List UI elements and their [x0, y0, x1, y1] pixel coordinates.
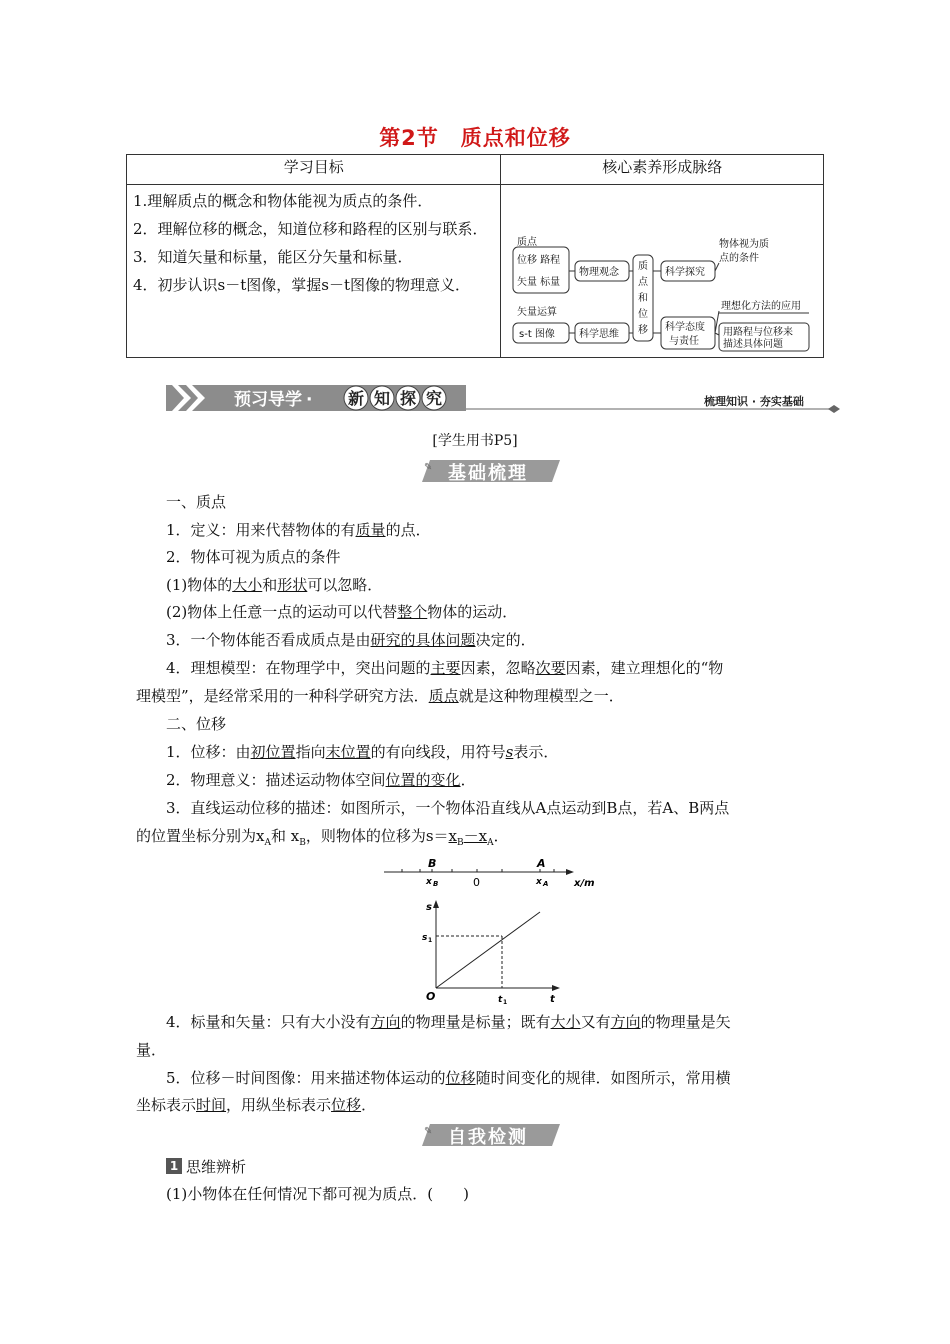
line: 4．标量和矢量：只有大小没有方向的物理量是标量；既有大小又有方向的物理量是矢 — [166, 1013, 731, 1031]
xa-sub: A — [543, 880, 549, 888]
line: 3．直线运动位移的描述：如图所示，一个物体沿直线从A点运动到B点，若A、B两点 — [166, 799, 730, 817]
section-header-basics — [420, 458, 570, 484]
t1-label: t — [498, 995, 503, 1005]
header-map: 核心素养形成脉络 — [501, 155, 824, 185]
banner-char: 新 — [348, 389, 365, 408]
banner-dot: · — [306, 390, 313, 410]
question-item: (1)小物体在任何情况下都可视为质点．( ) — [166, 1185, 469, 1203]
line: 2．物理意义：描述运动物体空间位置的变化． — [166, 771, 476, 789]
goal-item: 3．知道矢量和标量，能区分矢量和标量． — [133, 248, 413, 266]
heading-point: 一、质点 — [166, 493, 227, 511]
s1-label: s — [422, 933, 428, 943]
header-goals: 学习目标 — [127, 155, 501, 185]
line: 4．理想模型：在物理学中，突出问题的主要因素，忽略次要因素，建立理想化的“物 — [166, 659, 724, 677]
s-t-graph-figure — [420, 898, 570, 1006]
s1-sub: 1 — [428, 937, 433, 944]
line: 3．一个物体能否看成质点是由研究的具体问题决定的． — [166, 631, 536, 649]
section-title: 基础梳理 — [448, 463, 528, 484]
number-line-figure — [380, 852, 610, 892]
map-node: 质点 — [517, 237, 538, 248]
point-a-label: A — [537, 857, 546, 870]
xb-sub: B — [433, 880, 439, 888]
line: 2．物体可视为质点的条件 — [166, 548, 341, 566]
t1-sub: 1 — [503, 999, 508, 1006]
t-axis-label: t — [550, 994, 555, 1005]
banner-char: 究 — [426, 389, 443, 408]
banner-char: 探 — [400, 389, 417, 408]
line: 坐标表示时间，用纵坐标表示位移． — [136, 1096, 377, 1114]
mind-map-cell — [501, 185, 824, 358]
map-node: 科学探究 — [665, 267, 706, 278]
map-node: 科学态度 — [665, 322, 706, 333]
objectives-table — [126, 154, 824, 358]
section-header-selftest — [420, 1122, 570, 1148]
map-node: 物理观念 — [579, 267, 620, 278]
line: 5．位移－时间图像：用来描述物体运动的位移随时间变化的规律．如图所示，常用横 — [166, 1069, 731, 1087]
question-group-header — [166, 1155, 246, 1177]
map-center: 质点和位移 — [638, 261, 649, 336]
banner-char: 知 — [374, 389, 391, 408]
map-node: 与责任 — [669, 336, 700, 347]
map-node: 点的条件 — [719, 253, 760, 264]
s-axis-label: s — [426, 902, 432, 913]
section-title: 自我检测 — [448, 1127, 528, 1148]
map-node: 物体视为质 — [719, 239, 770, 250]
section-banner — [166, 381, 844, 415]
line: 1．位移：由初位置指向末位置的有向线段，用符号s表示． — [166, 743, 559, 761]
origin-label: 0 — [473, 876, 480, 889]
map-node: 位移 路程 — [517, 255, 561, 266]
map-node: 描述具体问题 — [723, 339, 784, 350]
question-group-title: 思维辨析 — [186, 1157, 247, 1176]
xa-label: x — [536, 877, 542, 887]
pin-icon: ✎ — [424, 1126, 433, 1137]
goal-item: 1.理解质点的概念和物体能视为质点的条件． — [133, 192, 433, 210]
number-badge-icon: 1 — [166, 1158, 182, 1174]
point-b-label: B — [428, 857, 437, 870]
map-node: 用路程与位移来 — [723, 327, 794, 338]
map-node: 科学思维 — [579, 329, 620, 340]
page-title: 第2节 质点和位移 — [379, 126, 571, 150]
goals-cell — [127, 185, 501, 358]
banner-right: 梳理知识 · 夯实基础 — [704, 395, 804, 408]
line: 量． — [136, 1041, 167, 1059]
axis-unit-label: x/m — [574, 878, 595, 889]
goal-item: 4．初步认识s－t图像，掌握s－t图像的物理意义． — [133, 276, 470, 294]
pin-icon: ✎ — [424, 462, 433, 473]
xb-label: x — [426, 877, 432, 887]
map-node: 矢量运算 — [517, 307, 558, 318]
map-node: 矢量 标量 — [517, 277, 561, 288]
line: (2)物体上任意一点的运动可以代替整个物体的运动． — [166, 603, 518, 621]
book-ref: [学生用书P5] — [432, 433, 518, 449]
line: (1)物体的大小和形状可以忽略． — [166, 576, 383, 594]
map-node: 理想化方法的应用 — [721, 301, 802, 312]
heading-displacement: 二、位移 — [166, 715, 227, 733]
line: 理模型”，是经常采用的一种科学研究方法．质点就是这种物理模型之一． — [136, 687, 624, 705]
origin-o-label: O — [426, 990, 436, 1003]
goal-item: 2．理解位移的概念，知道位移和路程的区别与联系． — [133, 220, 488, 238]
mind-map — [501, 185, 821, 355]
line: 的位置坐标分别为$x_A$和 $x_B$，则物体的位移为$s=x_B-x_A$． — [136, 827, 509, 848]
map-node: s-t 图像 — [519, 329, 556, 340]
line: 1．定义：用来代替物体的有质量的点． — [166, 521, 431, 539]
banner-left: 预习导学 — [234, 390, 302, 410]
